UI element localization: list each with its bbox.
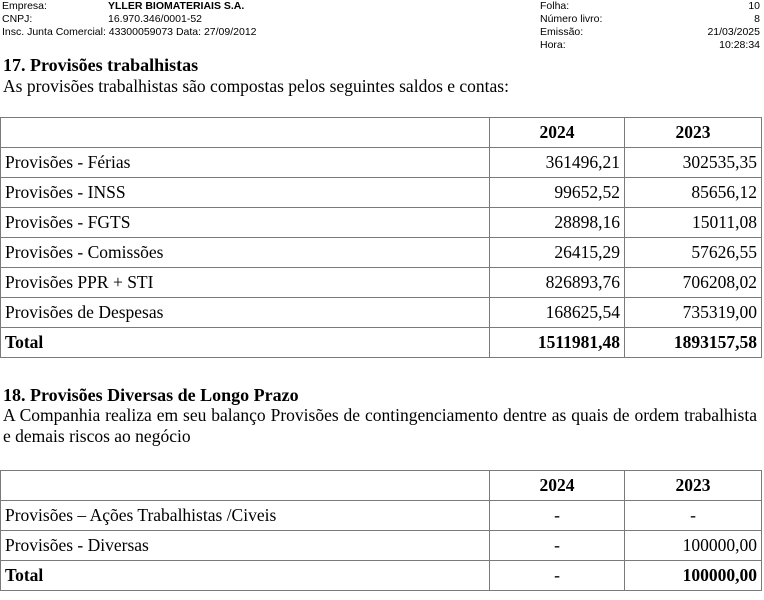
value-2023: 57626,55 [625, 238, 762, 268]
table-row [1, 208, 762, 238]
value-2024: 26415,29 [490, 238, 625, 268]
company-label: Empresa: [2, 0, 47, 12]
book-number-label: Número livro: [540, 13, 603, 25]
time-label: Hora: [540, 39, 566, 51]
row-label: Provisões - Férias [1, 148, 490, 178]
value-2024: 826893,76 [490, 268, 625, 298]
table-row [1, 148, 762, 178]
table-header-row [1, 118, 762, 148]
header-cell-2023: 2023 [625, 471, 762, 501]
table-header-row [1, 471, 762, 501]
header-cell-2024: 2024 [490, 118, 625, 148]
sheet-value: 10 [748, 0, 760, 12]
section-18-title: 18. Provisões Diversas de Longo Prazo [3, 385, 299, 405]
value-2023: 302535,35 [625, 148, 762, 178]
total-label: Total [1, 561, 490, 591]
header-cell-empty [1, 118, 490, 148]
header-cell-empty [1, 471, 490, 501]
cnpj-label: CNPJ: [2, 13, 33, 25]
table-row [1, 178, 762, 208]
company-name: YLLER BIOMATERIAIS S.A. [108, 0, 245, 12]
long-term-provisions-table [0, 470, 762, 591]
value-2024: - [490, 531, 625, 561]
time-value: 10:28:34 [719, 39, 760, 51]
total-2023: 100000,00 [625, 561, 762, 591]
total-2024: 1511981,48 [490, 328, 625, 358]
row-label: Provisões - Diversas [1, 531, 490, 561]
total-2024: - [490, 561, 625, 591]
value-2023: - [625, 501, 762, 531]
book-number-value: 8 [754, 13, 760, 25]
header-row-company [0, 0, 764, 13]
cnpj-value: 16.970.346/0001-52 [108, 13, 203, 25]
total-label: Total [1, 328, 490, 358]
table-row [1, 531, 762, 561]
value-2024: 28898,16 [490, 208, 625, 238]
header-cell-2024: 2024 [490, 471, 625, 501]
value-2023: 85656,12 [625, 178, 762, 208]
sheet-label: Folha: [540, 0, 570, 12]
value-2024: 168625,54 [490, 298, 625, 328]
value-2024: 99652,52 [490, 178, 625, 208]
registration-info: Insc. Junta Comercial: 43300059073 Data: 27/09/2012 [2, 26, 257, 38]
header-row-registration [0, 26, 764, 39]
total-row [1, 328, 762, 358]
value-2023: 100000,00 [625, 531, 762, 561]
issue-date-label: Emissão: [540, 26, 584, 38]
section-17-intro: As provisões trabalhistas são compostas pelos seguintes saldos e contas: [3, 76, 509, 96]
header-row-time [0, 39, 764, 52]
row-label: Provisões - FGTS [1, 208, 490, 238]
document-header [0, 0, 764, 52]
table-row [1, 268, 762, 298]
row-label: Provisões - Comissões [1, 238, 490, 268]
header-row-cnpj [0, 13, 764, 26]
value-2023: 735319,00 [625, 298, 762, 328]
row-label: Provisões – Ações Trabalhistas /Civeis [1, 501, 490, 531]
header-cell-2023: 2023 [625, 118, 762, 148]
section-18-intro: A Companhia realiza em seu balanço Provisões de contingenciamento dentre as quais de ordem trabalhista e demais riscos ao negócio [3, 405, 757, 446]
value-2023: 15011,08 [625, 208, 762, 238]
value-2023: 706208,02 [625, 268, 762, 298]
table-row [1, 238, 762, 268]
section-17-title: 17. Provisões trabalhistas [3, 55, 199, 75]
value-2024: 361496,21 [490, 148, 625, 178]
row-label: Provisões PPR + STI [1, 268, 490, 298]
row-label: Provisões de Despesas [1, 298, 490, 328]
table-row [1, 501, 762, 531]
table-row [1, 298, 762, 328]
total-row [1, 561, 762, 591]
total-2023: 1893157,58 [625, 328, 762, 358]
issue-date-value: 21/03/2025 [707, 26, 760, 38]
value-2024: - [490, 501, 625, 531]
row-label: Provisões - INSS [1, 178, 490, 208]
labor-provisions-table [0, 117, 762, 358]
